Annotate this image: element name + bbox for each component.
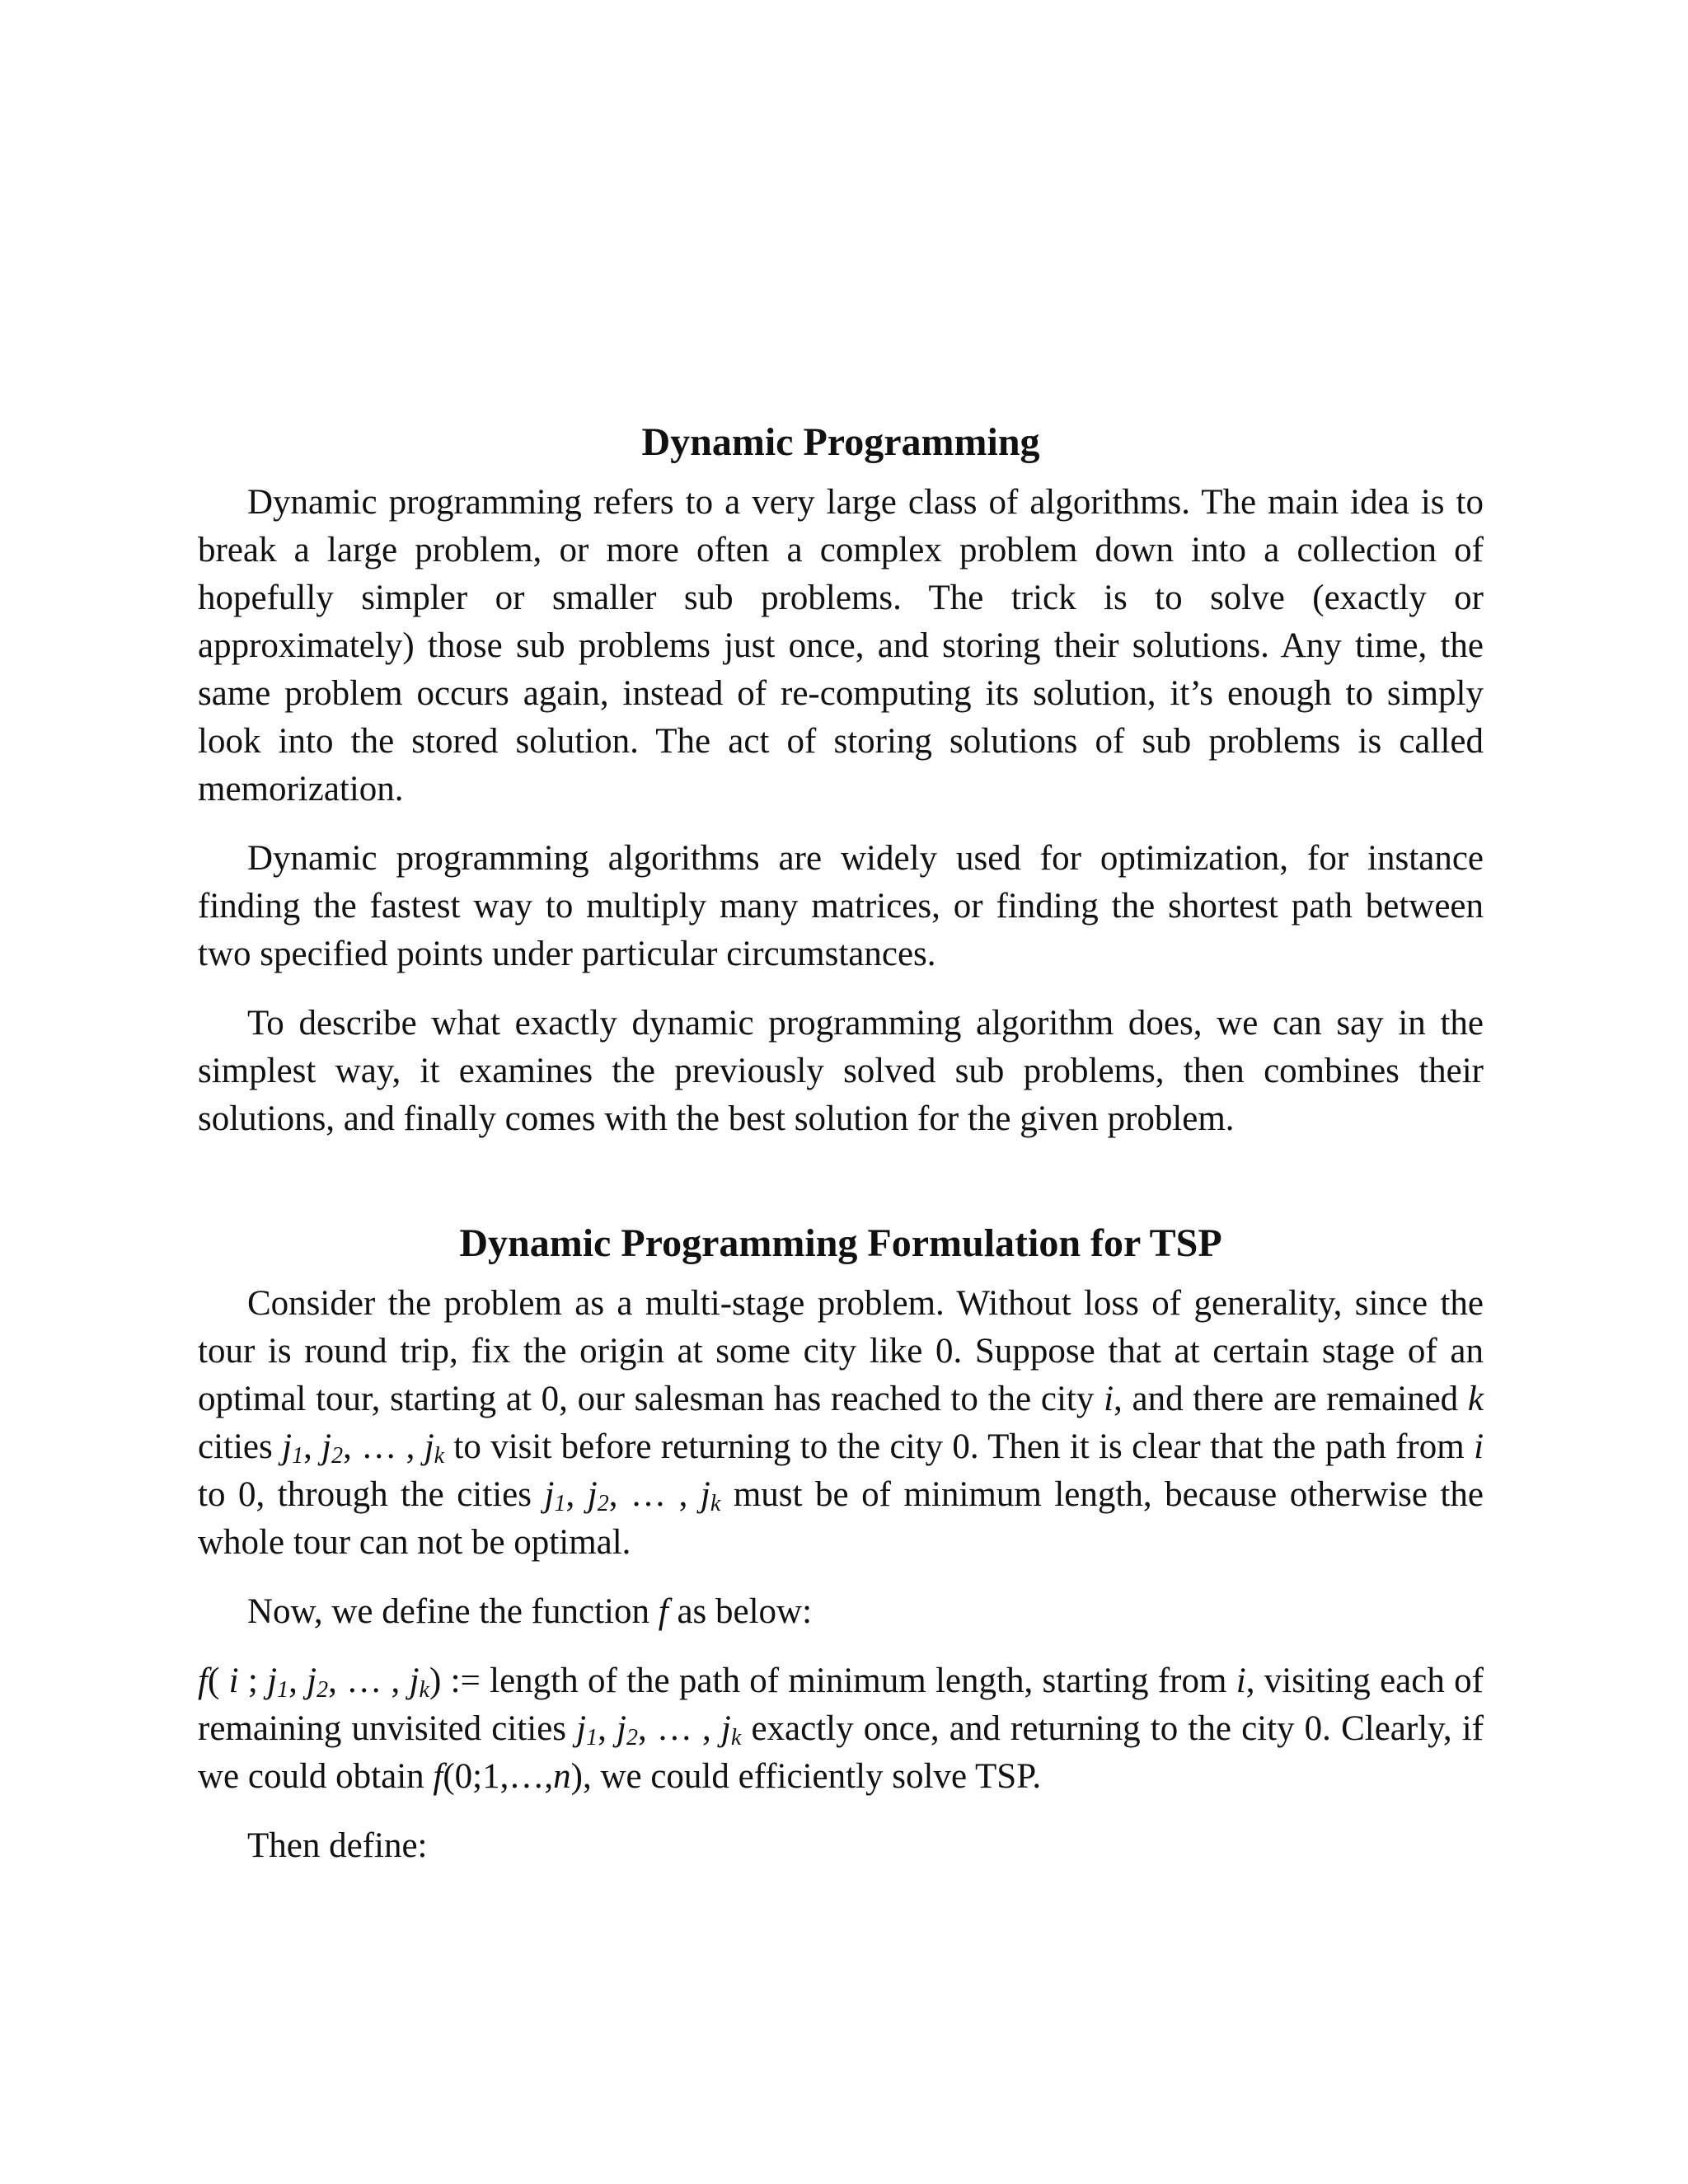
paragraph-function-definition: f( i ; $j_1$, $j_2$, … , $j_k$) := length of the path of minimum length, starting from i, visiting each of remaining unvisited cities $j_1$, $j_2$, … , $j_k$ exactly once, and returning to the city 0. Clearly, if we could obtain f(0;1,…,n), we could efficiently solve TSP. (198, 1661, 1484, 1796)
section-title-tsp-formulation: Dynamic Programming Formulation for TSP (459, 1221, 1222, 1265)
paragraph-define-function: Now, we define the function f as below: (247, 1592, 813, 1631)
paragraph-dp-applications: Dynamic programming algorithms are widely used for optimization, for instance finding the fastest way to multiply many matrices, or finding the shortest path between two specified points under particular circumstances. (198, 839, 1484, 973)
document-page (198, 416, 1484, 1891)
paragraph-dp-description: To describe what exactly dynamic programming algorithm does, we can say in the simplest way, it examines the previously solved sub problems, then combines their solutions, and finally comes with the best solution for the given problem. (198, 1004, 1484, 1138)
section-title-dynamic-programming: Dynamic Programming (641, 420, 1040, 464)
paragraph-dp-intro: Dynamic programming refers to a very large class of algorithms. The main idea is to break a large problem, or more often a complex problem down into a collection of hopefully simpler or smaller sub problems. The trick is to solve (exactly or approximately) those sub problems just once, and storing their solutions. Any time, the same problem occurs again, instead of re-computing its solution, it’s enough to simply look into the stored solution. The act of storing solutions of sub problems is called memorization. (198, 483, 1484, 808)
paragraph-tsp-multistage: Consider the problem as a multi-stage problem. Without loss of generality, since the tour is round trip, fix the origin at some city like 0. Suppose that at certain stage of an optimal tour, starting at 0, our salesman has reached to the city i, and there are remained k cities $j_1$, $j_2$, … , $j_k$ to visit before returning to the city 0. Then it is clear that the path from i to 0, through the cities $j_1$, $j_2$, … , $j_k$ must be of minimum length, because otherwise the whole tour can not be optimal. (198, 1284, 1484, 1562)
paragraph-then-define: Then define: (247, 1826, 428, 1865)
